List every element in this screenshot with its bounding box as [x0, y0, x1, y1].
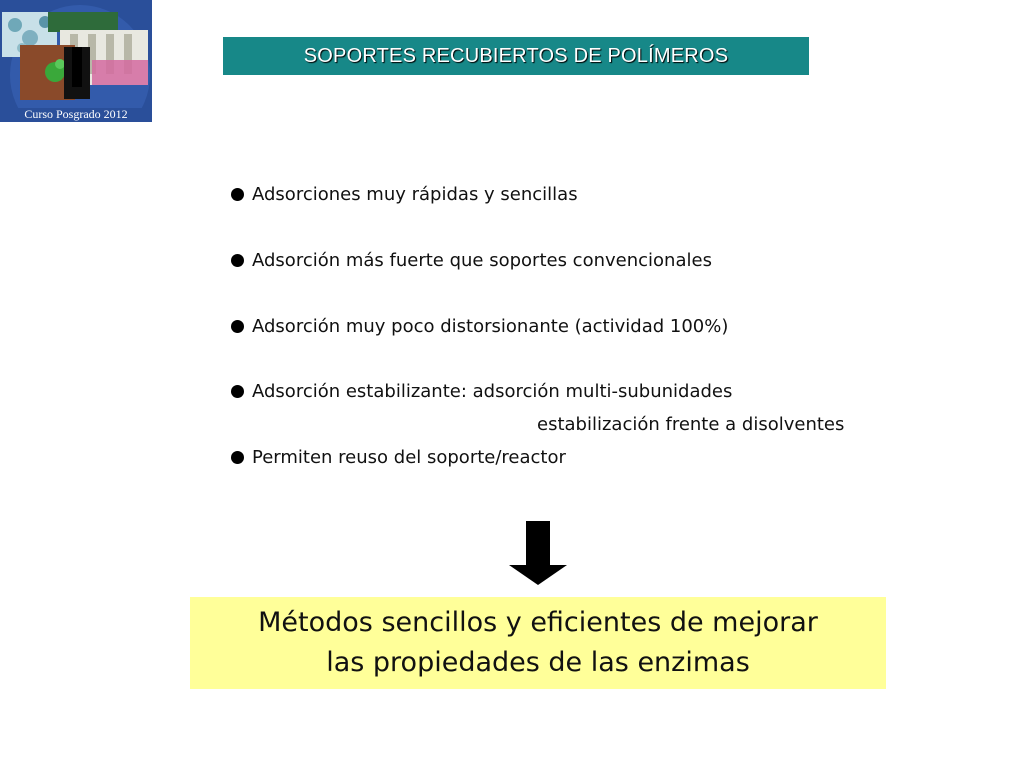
list-item — [231, 316, 728, 337]
logo-caption: Curso Posgrado 2012 — [24, 107, 128, 121]
list-item-text: Adsorción estabilizante: adsorción multi-subunidades — [252, 381, 733, 402]
bullet-icon — [231, 385, 244, 398]
list-item-text: Permiten reuso del soporte/reactor — [252, 447, 566, 468]
bullet-icon — [231, 254, 244, 267]
down-arrow-icon — [509, 521, 567, 585]
bullet-icon — [231, 188, 244, 201]
bullet-icon — [231, 451, 244, 464]
list-item-continuation-text: estabilización frente a disolventes — [537, 414, 845, 435]
conclusion-box — [190, 597, 886, 689]
list-item — [231, 250, 712, 271]
list-item-text: Adsorciones muy rápidas y sencillas — [252, 184, 578, 205]
title-bar — [223, 37, 809, 75]
course-logo — [0, 0, 152, 122]
logo-collage-image — [0, 0, 152, 108]
conclusion-line-2: las propiedades de las enzimas — [326, 647, 750, 678]
bullet-icon — [231, 320, 244, 333]
page-title: SOPORTES RECUBIERTOS DE POLÍMEROS — [303, 44, 729, 67]
list-item-continuation — [537, 414, 844, 435]
list-item-text: Adsorción muy poco distorsionante (actividad 100%) — [252, 316, 729, 337]
conclusion-line-1: Métodos sencillos y eficientes de mejorar — [258, 607, 818, 638]
list-item — [231, 184, 578, 205]
list-item — [231, 447, 566, 468]
list-item-text: Adsorción más fuerte que soportes convencionales — [252, 250, 712, 271]
list-item — [231, 381, 732, 402]
